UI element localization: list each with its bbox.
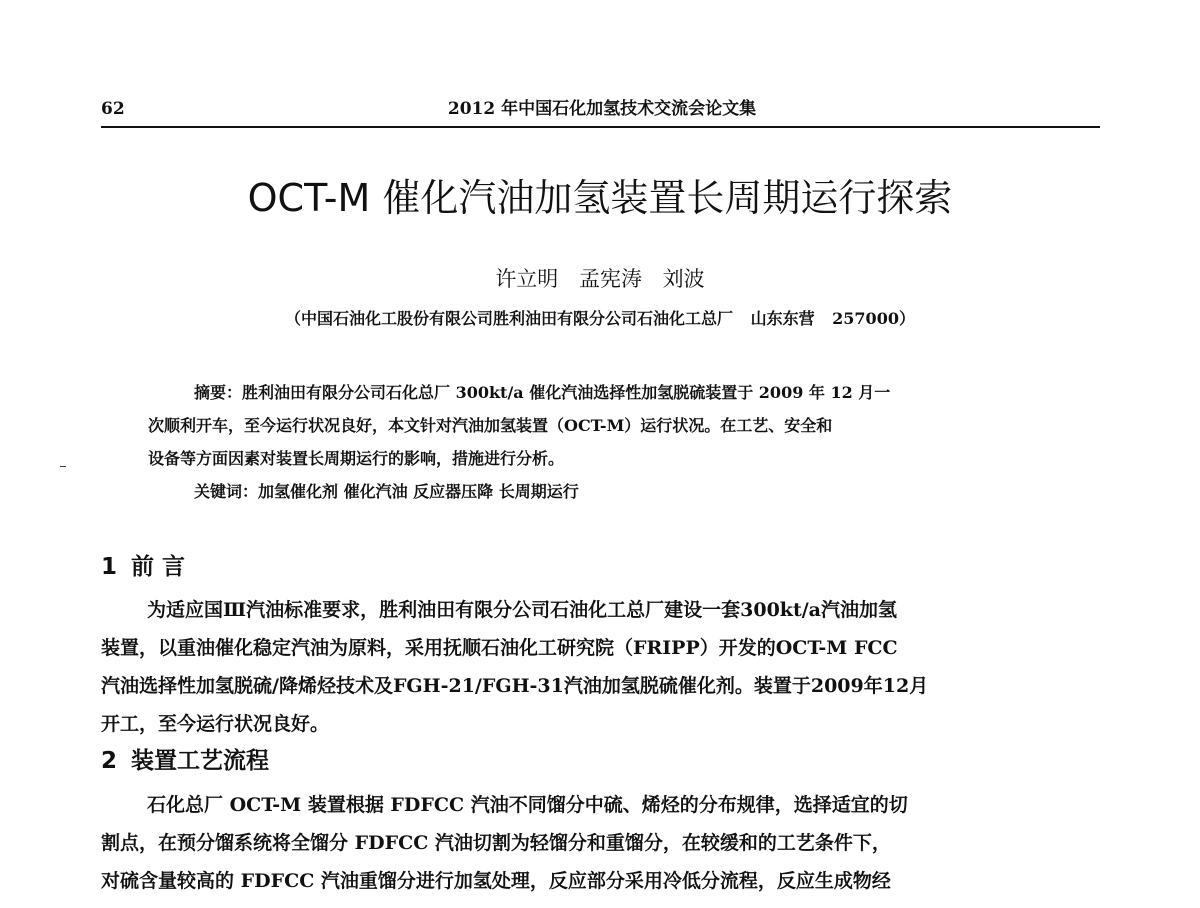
running-header-title: 2012 年中国石化加氢技术交流会论文集 xyxy=(447,99,757,119)
section-2-paragraph xyxy=(101,786,1098,900)
paragraph-line: 石化总厂 OCT-M 装置根据 FDFCC 汽油不同馏分中硫、烯烃的分布规律，选择适宜的切 xyxy=(147,794,908,816)
abstract-line: 摘要：胜利油田有限分公司石化总厂 300kt/a 催化汽油选择性加氢脱硫装置于 2009 年 12 月一 xyxy=(194,383,891,402)
section-number: 1 xyxy=(101,554,118,580)
paper-title: OCT-M 催化汽油加氢装置长周期运行探索 xyxy=(247,176,953,220)
section-heading-process-flow xyxy=(101,744,269,778)
section-heading-introduction xyxy=(101,550,185,584)
section-title: 前 言 xyxy=(131,554,186,580)
paragraph-line: 开工，至今运行状况良好。 xyxy=(101,713,330,735)
paragraph-line: 为适应国Ⅲ汽油标准要求，胜利油田有限分公司石油化工总厂建设一套300kt/a汽油加氢 xyxy=(147,599,897,621)
paper-affiliation: （中国石油化工股份有限公司胜利油田有限分公司石油化工总厂 山东东营 257000） xyxy=(285,309,915,328)
paragraph-line: 对硫含量较高的 FDFCC 汽油重馏分进行加氢处理，反应部分采用冷低分流程，反应生成物经 xyxy=(101,870,891,892)
page-number: 62 xyxy=(101,99,125,119)
section-1-paragraph xyxy=(101,591,1098,743)
paragraph-line: 装置，以重油催化稳定汽油为原料，采用抚顺石油化工研究院（FRIPP）开发的OCT-M FCC xyxy=(101,637,898,659)
abstract-line: 设备等方面因素对装置长周期运行的影响，措施进行分析。 xyxy=(148,449,565,468)
paragraph-line: 汽油选择性加氢脱硫/降烯烃技术及FGH-21/FGH-31汽油加氢脱硫催化剂。装置于2009年12月 xyxy=(101,675,929,697)
header-rule xyxy=(101,126,1100,128)
abstract-block xyxy=(148,376,1048,508)
section-number: 2 xyxy=(101,748,118,774)
keywords: 关键词：加氢催化剂 催化汽油 反应器压降 长周期运行 xyxy=(194,482,579,501)
margin-mark xyxy=(60,466,66,467)
paragraph-line: 割点，在预分馏系统将全馏分 FDFCC 汽油切割为轻馏分和重馏分，在较缓和的工艺条件下， xyxy=(101,832,891,854)
section-title: 装置工艺流程 xyxy=(131,748,270,774)
paper-authors: 许立明 孟宪涛 刘波 xyxy=(495,267,705,291)
abstract-line: 次顺利开车，至今运行状况良好，本文针对汽油加氢装置（OCT-M）运行状况。在工艺、安全和 xyxy=(148,416,833,435)
